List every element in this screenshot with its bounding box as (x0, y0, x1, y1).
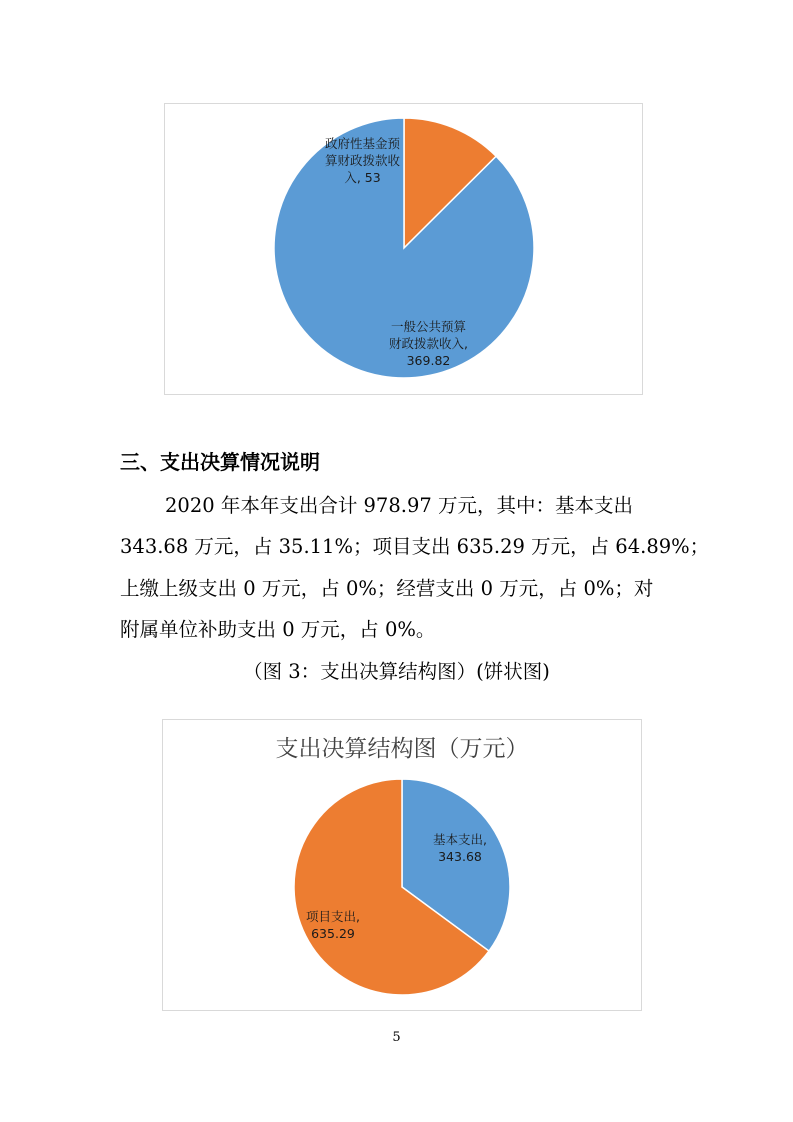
slice-value: 635.29 (311, 926, 355, 941)
slice-label-general-public-budget (389, 318, 468, 369)
paragraph-line: 343.68 万元，占 35.11%；项目支出 635.29 万元，占 64.89%； (120, 535, 710, 558)
section-heading: 三、支出决算情况说明 (120, 450, 320, 474)
slice-label-line: 算财政拨款收 (325, 153, 401, 168)
expenditure-pie-svg (163, 720, 641, 1010)
chart-title: 支出决算结构图（万元） (275, 736, 529, 762)
slice-label-project-expenditure (306, 908, 360, 942)
slice-label-line: 政府性基金预 (325, 136, 401, 151)
revenue-pie-chart (164, 103, 643, 395)
paragraph-line: 2020 年本年支出合计 978.97 万元，其中：基本支出 (165, 494, 633, 517)
figure-caption: （图 3：支出决算结构图）(饼状图) (243, 660, 550, 683)
expenditure-pie-chart (162, 719, 642, 1011)
slice-label-line: 一般公共预算 (390, 319, 466, 334)
slice-name: 项目支出, (306, 909, 360, 924)
slice-label-basic-expenditure (433, 831, 487, 865)
slice-label-line: 入, 53 (344, 170, 381, 185)
slice-label-line: 369.82 (406, 353, 451, 368)
slice-name: 基本支出, (433, 832, 487, 847)
paragraph-line: 附属单位补助支出 0 万元，占 0%。 (120, 618, 436, 641)
paragraph-line: 上缴上级支出 0 万元，占 0%；经营支出 0 万元，占 0%；对 (120, 577, 654, 600)
slice-label-government-fund (325, 135, 400, 186)
page-number: 5 (392, 1030, 401, 1045)
slice-value: 343.68 (438, 849, 482, 864)
slice-label-line: 财政拨款收入, (389, 336, 468, 351)
